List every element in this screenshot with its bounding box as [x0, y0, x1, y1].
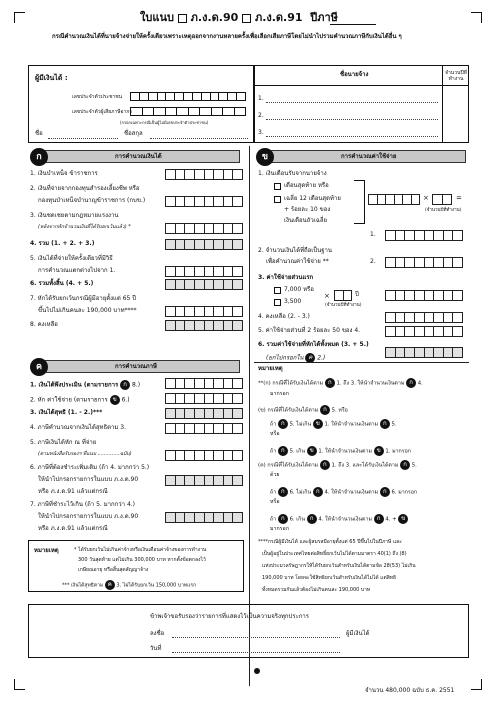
section-a-badge: ก — [30, 148, 48, 166]
employer-2-field[interactable] — [266, 119, 438, 120]
b-item-3b: 3,500 — [284, 298, 302, 305]
section-b-title: การคำนวณค่าใช้จ่าย — [341, 153, 397, 160]
c-item-2: 2. หัก ค่าใช้จ่าย (ตามรายการ ข 6.) — [30, 396, 130, 404]
c-item-6b: ให้นำไปกรอกรายการในแบบ ภ.ง.ด.90 — [38, 476, 139, 483]
b-item-1-num: 1. — [370, 231, 376, 238]
employer-3-field[interactable] — [266, 136, 438, 137]
b-item-1: 1. เงินเดือนรับจากนายจ้าง — [258, 170, 327, 177]
section-b-badge: ข — [256, 148, 274, 166]
ref-badge-b: ข — [110, 395, 120, 405]
b-item-2b: เพื่อคำนวณค่าใช้จ่าย ** — [266, 258, 329, 265]
c-item-5: 5. ภาษีเงินได้หัก ณ ที่จ่าย — [30, 439, 97, 446]
c-amount-5[interactable] — [165, 450, 243, 461]
avg-12-months-checkbox[interactable] — [274, 196, 281, 203]
a-amount-6[interactable] — [165, 279, 243, 290]
note-left-line-1: * ได้รับยกเว้นไม่เกินค่าจ้างหรือเงินเดือนค่าจ้างของการทำงาน — [74, 547, 207, 553]
ref-badge-a: ก — [307, 514, 317, 524]
year-field[interactable] — [330, 24, 376, 25]
b-item-6b: (ยกไปกรอกใน ค 2.) — [266, 354, 326, 362]
corner-mark-top-right — [471, 12, 482, 23]
ref-badge-a: ก — [278, 487, 288, 497]
a-item-7: 7. หักได้รับยกเว้นกรณีผู้มีอายุตั้งแต่ 65 ปี — [30, 295, 137, 302]
years-worked-2[interactable] — [334, 290, 352, 301]
surname-field[interactable] — [150, 138, 248, 139]
a-item-3b: (หลังจากหักจำนวนเงินที่ได้รับยกเว้นแล้ว) * — [38, 224, 131, 230]
c-item-6c: หรือ ภ.ง.ด.91 แล้วแต่กรณี — [38, 488, 108, 495]
ref-badge-a: ก — [325, 378, 335, 388]
taxpayer-label: ผู้มีเงินได้ : — [35, 74, 68, 82]
ref-badge-a: ก — [406, 378, 416, 388]
note-right-c5: ถ้า ก 6. เกิน ก 4. ให้นำจำนวนเงินตาม ก 4. + ข — [270, 514, 408, 524]
b-item-1-brace — [354, 180, 365, 224]
years-header: จำนวนปีที่ทำงาน — [445, 70, 467, 82]
note-right-d3: แห่งประมวลรัษฎากรให้ได้รับยกเว้นสำหรับเงินได้ตามข้อ 28(53) ไม่เกิน — [262, 563, 416, 569]
citizen-id-field[interactable] — [130, 92, 246, 101]
a-amount-4[interactable] — [165, 239, 243, 250]
page-title: ใบแนบ ภ.ง.ด.90 ภ.ง.ด.91 ปีภาษี — [140, 11, 338, 24]
a-item-7b: ขึ้นไปไม่เกินคนละ 190,000 บาท**** — [38, 307, 137, 314]
note-right-a2: มากรอก — [270, 391, 289, 397]
ref-badge-b: ข — [313, 419, 323, 429]
a-item-2: 2. เงินที่จ่ายจากกองทุนสำรองเลี้ยงชีพ หรือ — [30, 185, 140, 192]
rate-3500-checkbox[interactable] — [274, 299, 281, 306]
c-amount-4[interactable] — [165, 423, 243, 434]
c-item-1: 1. เงินได้พึงประเมิน (ตามรายการ ก 8.) — [30, 381, 141, 389]
section-a-title: การคำนวณเงินได้ — [115, 153, 162, 160]
b-amount-5[interactable] — [385, 326, 463, 337]
last-month-checkbox[interactable] — [274, 183, 281, 190]
b-item-6: 6. รวมค่าใช้จ่ายที่หักได้ทั้งหมด (3. + 5.) — [258, 341, 369, 348]
employer-table-header-rule — [254, 85, 469, 86]
ref-badge-a: ก — [278, 514, 288, 524]
employer-row-2: 2. — [258, 112, 264, 119]
bottom-dot — [254, 668, 260, 674]
b-item-3-year-label: ปี — [355, 291, 359, 298]
a-item-5: 5. เงินได้ที่จ่ายให้ครั้งเดียวที่มีวิธี — [30, 255, 113, 262]
ref-badge-c: ค — [305, 353, 315, 363]
a-item-4: 4. รวม (1. + 2. + 3.) — [30, 240, 95, 247]
employer-name-header: ชื่อนายจ้าง — [340, 71, 369, 78]
a-amount-3[interactable] — [165, 223, 243, 234]
name-label: ชื่อ — [35, 130, 43, 137]
b-amount-2[interactable] — [385, 257, 463, 268]
note-right-b4: ถ้า ก 5. เกิน ข 1. ให้นำจำนวนเงินตาม ข 1. มากรอก — [270, 447, 411, 455]
b-item-3: 3. ค่าใช้จ่ายส่วนแรก — [258, 274, 314, 281]
ref-badge-b: ข — [307, 446, 317, 456]
employer-row-3: 3. — [258, 129, 264, 136]
date-label: วันที่ — [150, 645, 162, 652]
a-item-8: 8. คงเหลือ — [30, 321, 58, 328]
ref-badge-b: ข — [374, 446, 384, 456]
corner-mark-bottom-right — [471, 679, 482, 690]
b-amount-3[interactable] — [385, 290, 463, 301]
a-item-5b: การคำนวณแตกต่างไปจาก 1. — [38, 267, 116, 274]
b-item-2-num: 2. — [370, 258, 376, 265]
a-amount-5[interactable] — [165, 266, 243, 277]
c-item-3: 3. เงินได้สุทธิ (1. - 2.)*** — [30, 409, 103, 416]
ref-badge-a: ก — [320, 405, 330, 415]
a-amount-8[interactable] — [165, 320, 243, 331]
a-item-3: 3. เงินชดเชยตามกฎหมายแรงงาน — [30, 212, 119, 219]
c-item-6: 6. ภาษีที่ต้องชำระเพิ่มเติม (ถ้า 4. มากกว่า 5.) — [30, 464, 150, 471]
taxid-note: (กรอกเฉพาะกรณีเป็นผู้ไม่มีเลขประจำตัวประชาชน) — [120, 120, 209, 125]
note-right-b: (ข) กรณีที่ได้รับเงินได้ตาม ก 5. หรือ — [258, 406, 348, 414]
note-right-c3: ถ้า ก 6. ไม่เกิน ก 4. ให้นำจำนวนเงินตาม ก 6. มากรอก — [270, 488, 418, 496]
a-amount-7[interactable] — [165, 306, 243, 317]
ref-badge-b: ข — [398, 514, 408, 524]
c-amount-2[interactable] — [165, 393, 243, 404]
ref-badge-a: ก — [278, 419, 288, 429]
section-a-header — [44, 150, 240, 163]
section-b-header — [270, 150, 466, 163]
c-amount-6[interactable] — [165, 475, 243, 486]
c-item-7c: หรือ ภ.ง.ด.91 แล้วแต่กรณี — [38, 525, 108, 532]
b-item-1a: เดือนสุดท้าย หรือ — [284, 182, 329, 189]
ref-badge-a: ก — [380, 487, 390, 497]
note-right-b2: ถ้า ก 5. ไม่เกิน ข 1. ให้นำจำนวนเงินตาม ก 5. — [270, 420, 397, 428]
a-amount-2[interactable] — [165, 196, 243, 207]
b-item-1-note: (จำนวนปีที่ทำงาน) — [425, 208, 462, 213]
signature-field[interactable] — [172, 637, 340, 638]
surname-label: ชื่อสกุล — [124, 130, 143, 137]
b-item-3-note: (จำนวนปีที่ทำงาน) — [325, 303, 362, 308]
note-right-c: (ค) กรณีที่ได้รับเงินได้ตาม ก 1. ถึง 3. และได้รับเงินได้ตาม ก 5. — [258, 461, 417, 469]
b-amount-4[interactable] — [385, 312, 463, 323]
a-item-6: 6. รวมทั้งสิ้น (4. + 5.) — [30, 280, 94, 287]
note-right-c4: หรือ — [270, 499, 280, 505]
ref-badge-a: ก — [400, 460, 410, 470]
date-field[interactable] — [172, 652, 340, 653]
footer-print-count: จำนวน 480,000 ฉบับ ธ.ค. 2551 — [365, 687, 455, 694]
ref-badge-a: ก — [120, 380, 130, 390]
b-item-1b: เฉลี่ย 12 เดือนสุดท้าย — [284, 195, 341, 202]
signer-label: ผู้มีเงินได้ — [346, 630, 370, 637]
ref-badge-a: ก — [374, 514, 384, 524]
section-c-header — [44, 360, 240, 373]
rate-7000-checkbox[interactable] — [274, 287, 281, 294]
c-amount-1[interactable] — [165, 378, 243, 389]
b-item-1d: เงินเดือนถัวเฉลี่ย — [284, 217, 328, 224]
ref-badge-a: ก — [313, 487, 323, 497]
corner-mark-top-left — [14, 12, 25, 23]
note-right-d2: เป็นผู้อยู่ในประเทศไทยต่อสิทธิ์ยกเว้นไม่ได้ตามมาตรา 40(1) ถึง (8) — [262, 551, 407, 557]
note-left-label: หมายเหตุ — [34, 547, 59, 554]
b-eq-sign: = — [456, 194, 462, 202]
a-item-2b: กองทุนบำเหน็จบำนาญข้าราชการ (กบข.) — [38, 197, 146, 204]
c-amount-7[interactable] — [165, 512, 243, 523]
c-item-4: 4. ภาษีคำนวณจากเงินได้สุทธิตาม 3. — [30, 424, 126, 431]
corner-mark-bottom-left — [14, 679, 25, 690]
page-subtitle: กรณีคำนวณเงินได้ที่นายจ้างจ่ายให้ครั้งเดียวเพราะเหตุออกจากงานหลายครั้งเพื่อเลือกเสียภาษีโดยไม่นำไปรวมคำนวณภาษีกับเงินได้อื่น ๆ — [52, 33, 402, 40]
note-right-label: หมายเหตุ — [258, 365, 283, 372]
taxid-label: เลขประจำตัวผู้เสียภาษีอากร — [72, 109, 133, 115]
b-item-5: 5. ค่าใช้จ่ายส่วนที่ 2 ร้อยละ 50 ของ 4. — [258, 327, 361, 334]
tax-id-field[interactable] — [130, 107, 246, 116]
employer-1-field[interactable] — [266, 102, 438, 103]
form91-checkbox[interactable] — [242, 14, 251, 23]
note-left-line-3: เกษียณอายุ หรือสิ้นสุดสัญญาจ้าง — [78, 567, 149, 573]
note-right-c2: ด้วย — [270, 472, 280, 478]
section-c-title: การคำนวณภาษี — [115, 363, 157, 370]
note-right-d4: 190,000 บาท โดยจะใช้สิทธิยกเว้นสำหรับเงินได้ไม่ได้ แต่สิทธิ — [262, 575, 397, 581]
note-right-d5: ทั้งหมดรวมกันแล้วต้องไม่เกินคนละ 190,000 บาท — [262, 587, 371, 593]
b-item-3a: 7,000 หรือ — [284, 286, 314, 293]
ref-badge-a: ก — [320, 460, 330, 470]
b-item-3-mult: × — [324, 292, 330, 300]
employer-table-column-rule — [442, 65, 443, 143]
b-amount-1[interactable] — [385, 230, 463, 241]
c-amount-3[interactable] — [165, 408, 243, 419]
c-item-7b: ให้นำไปกรอกรายการในแบบ ภ.ง.ด.90 — [38, 513, 139, 520]
c-item-5b: (ตามหนังสือรับรองฯ ที่แนบ ..............ฉบับ) — [38, 451, 132, 457]
name-field[interactable] — [48, 138, 118, 139]
note-right-b3: หรือ — [270, 431, 280, 437]
ref-badge-c2: ค — [105, 580, 115, 590]
a-amount-1[interactable] — [165, 169, 243, 180]
note-right-a: **(ก) กรณีที่ได้รับเงินได้ตาม ก 1. ถึง 3. ให้นำจำนวนเงินตาม ก 4. — [258, 379, 423, 387]
note-right-d1: ****กรณีผู้มีเงินได้ และผู้สมรสมีอายุตั้งแต่ 65 ปีขึ้นไปในปีภาษี และ — [258, 539, 402, 545]
b-amount-6[interactable] — [385, 347, 463, 358]
b-item-1c: + ร้อยละ 10 ของ — [284, 206, 331, 213]
employer-row-1: 1. — [258, 95, 264, 102]
id-label: เลขประจำตัวประชาชน — [72, 94, 123, 100]
a-item-1: 1. เงินบำเหน็จ ข้าราชการ — [30, 170, 98, 177]
c-item-7: 7. ภาษีที่ชำระไว้เกิน (ถ้า 5. มากกว่า 4.) — [30, 501, 136, 508]
years-worked-1[interactable] — [432, 194, 452, 205]
certification-text: ข้าพเจ้าขอรับรองว่ารายการที่แสดงไว้เป็นความจริงทุกประการ — [150, 613, 310, 620]
salary-amount[interactable] — [368, 194, 420, 205]
sign-label: ลงชื่อ — [150, 630, 165, 637]
note-left-line-2: 300 วันสุดท้าย แต่ไม่เกิน 300,000 บาท หากตั้งข้อตกลงไว้ — [78, 557, 206, 563]
note-right-rule — [254, 362, 469, 363]
note-left-line-4: *** เงินได้สุทธิตาม ค 3. ไม่ได้รับยกเว้น 150,000 บาทแรก — [62, 581, 197, 589]
b-item-4: 4. คงเหลือ (2. - 3.) — [258, 313, 310, 320]
ref-badge-a: ก — [380, 419, 390, 429]
section-c-badge: ค — [30, 358, 48, 376]
b-item-2: 2. จำนวนเงินได้ที่ถือเป็นฐาน — [258, 247, 333, 254]
b-mult-sign: × — [423, 194, 429, 202]
note-right-c6: มากรอก — [270, 526, 289, 532]
form90-checkbox[interactable] — [178, 14, 187, 23]
ref-badge-a: ก — [278, 446, 288, 456]
